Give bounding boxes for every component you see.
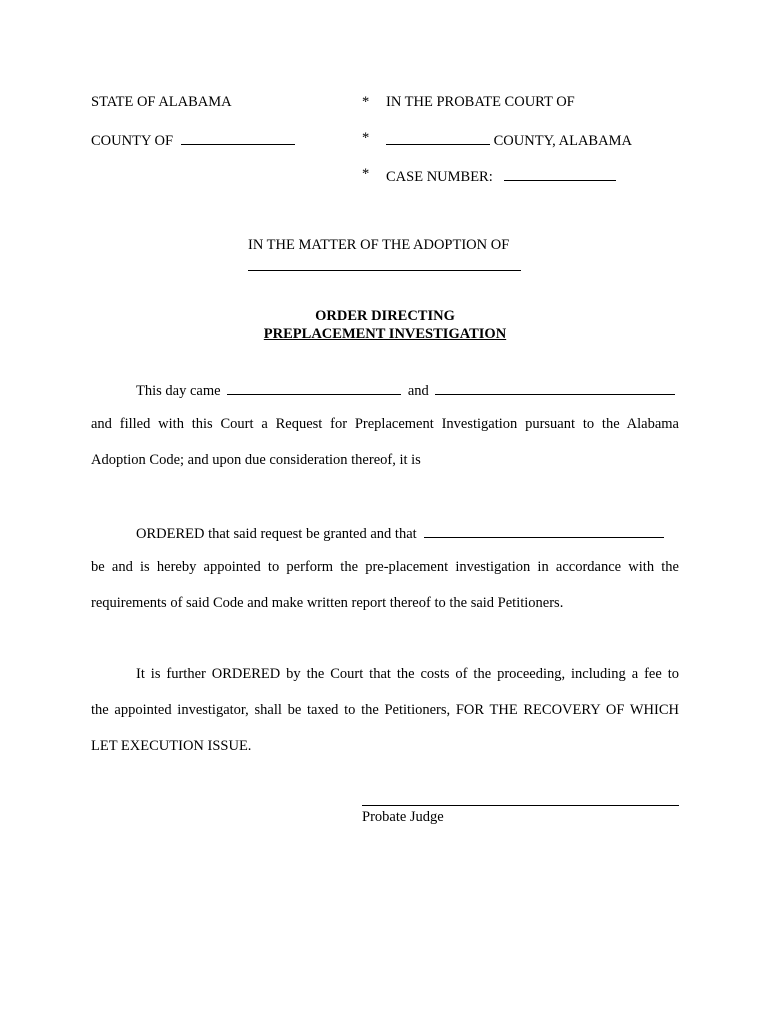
- p3-line3: LET EXECUTION ISSUE.: [91, 738, 252, 754]
- order-title-line2-wrap: [0, 326, 770, 343]
- order-title-line1: ORDER DIRECTING: [315, 308, 455, 324]
- p1-and: and: [407, 383, 429, 399]
- court-county-field[interactable]: [386, 130, 490, 145]
- adoptee-name-field[interactable]: [248, 256, 521, 271]
- order-title-line2: PREPLACEMENT INVESTIGATION: [263, 326, 507, 342]
- county-row: [91, 130, 295, 150]
- investigator-field[interactable]: [424, 523, 664, 538]
- p3-line1: It is further ORDERED by the Court that the costs of the proceeding, including a fee to: [136, 666, 679, 682]
- case-number-field[interactable]: [504, 166, 616, 181]
- county-name-field[interactable]: [181, 130, 295, 145]
- matter-label: IN THE MATTER OF THE ADOPTION OF: [248, 237, 510, 253]
- county-alabama-label: COUNTY, ALABAMA: [493, 133, 632, 149]
- p2-line2: be and is hereby appointed to perform the pre-placement investigation in accordance with the: [91, 559, 679, 575]
- p1-line3: Adoption Code; and upon due consideration thereof, it is: [91, 452, 421, 468]
- asterisk-3: *: [362, 166, 370, 182]
- asterisk-1: *: [362, 94, 370, 110]
- p2-line1: [136, 523, 664, 543]
- petitioner1-field[interactable]: [227, 380, 401, 395]
- p2-line3: requirements of said Code and make written report thereof to the said Petitioners.: [91, 595, 564, 611]
- p1-line1: [136, 380, 675, 400]
- petitioner2-field[interactable]: [435, 380, 675, 395]
- asterisk-2: *: [362, 130, 370, 146]
- p1-line2: and filled with this Court a Request for Preplacement Investigation pursuant to the Alabama: [91, 416, 679, 432]
- case-number-label: CASE NUMBER:: [386, 169, 493, 185]
- county-label: COUNTY OF: [91, 133, 174, 149]
- county-alabama-row: [386, 130, 632, 150]
- court-label: IN THE PROBATE COURT OF: [386, 94, 575, 110]
- p1-start: This day came: [136, 383, 221, 399]
- case-number-row: [386, 166, 616, 186]
- judge-label: Probate Judge: [362, 809, 444, 825]
- p3-line2: the appointed investigator, shall be taxed to the Petitioners, FOR THE RECOVERY OF WHICH: [91, 702, 679, 718]
- p2-start: ORDERED that said request be granted and that: [136, 526, 417, 542]
- state-label: STATE OF ALABAMA: [91, 94, 232, 110]
- judge-signature-line[interactable]: [362, 791, 679, 806]
